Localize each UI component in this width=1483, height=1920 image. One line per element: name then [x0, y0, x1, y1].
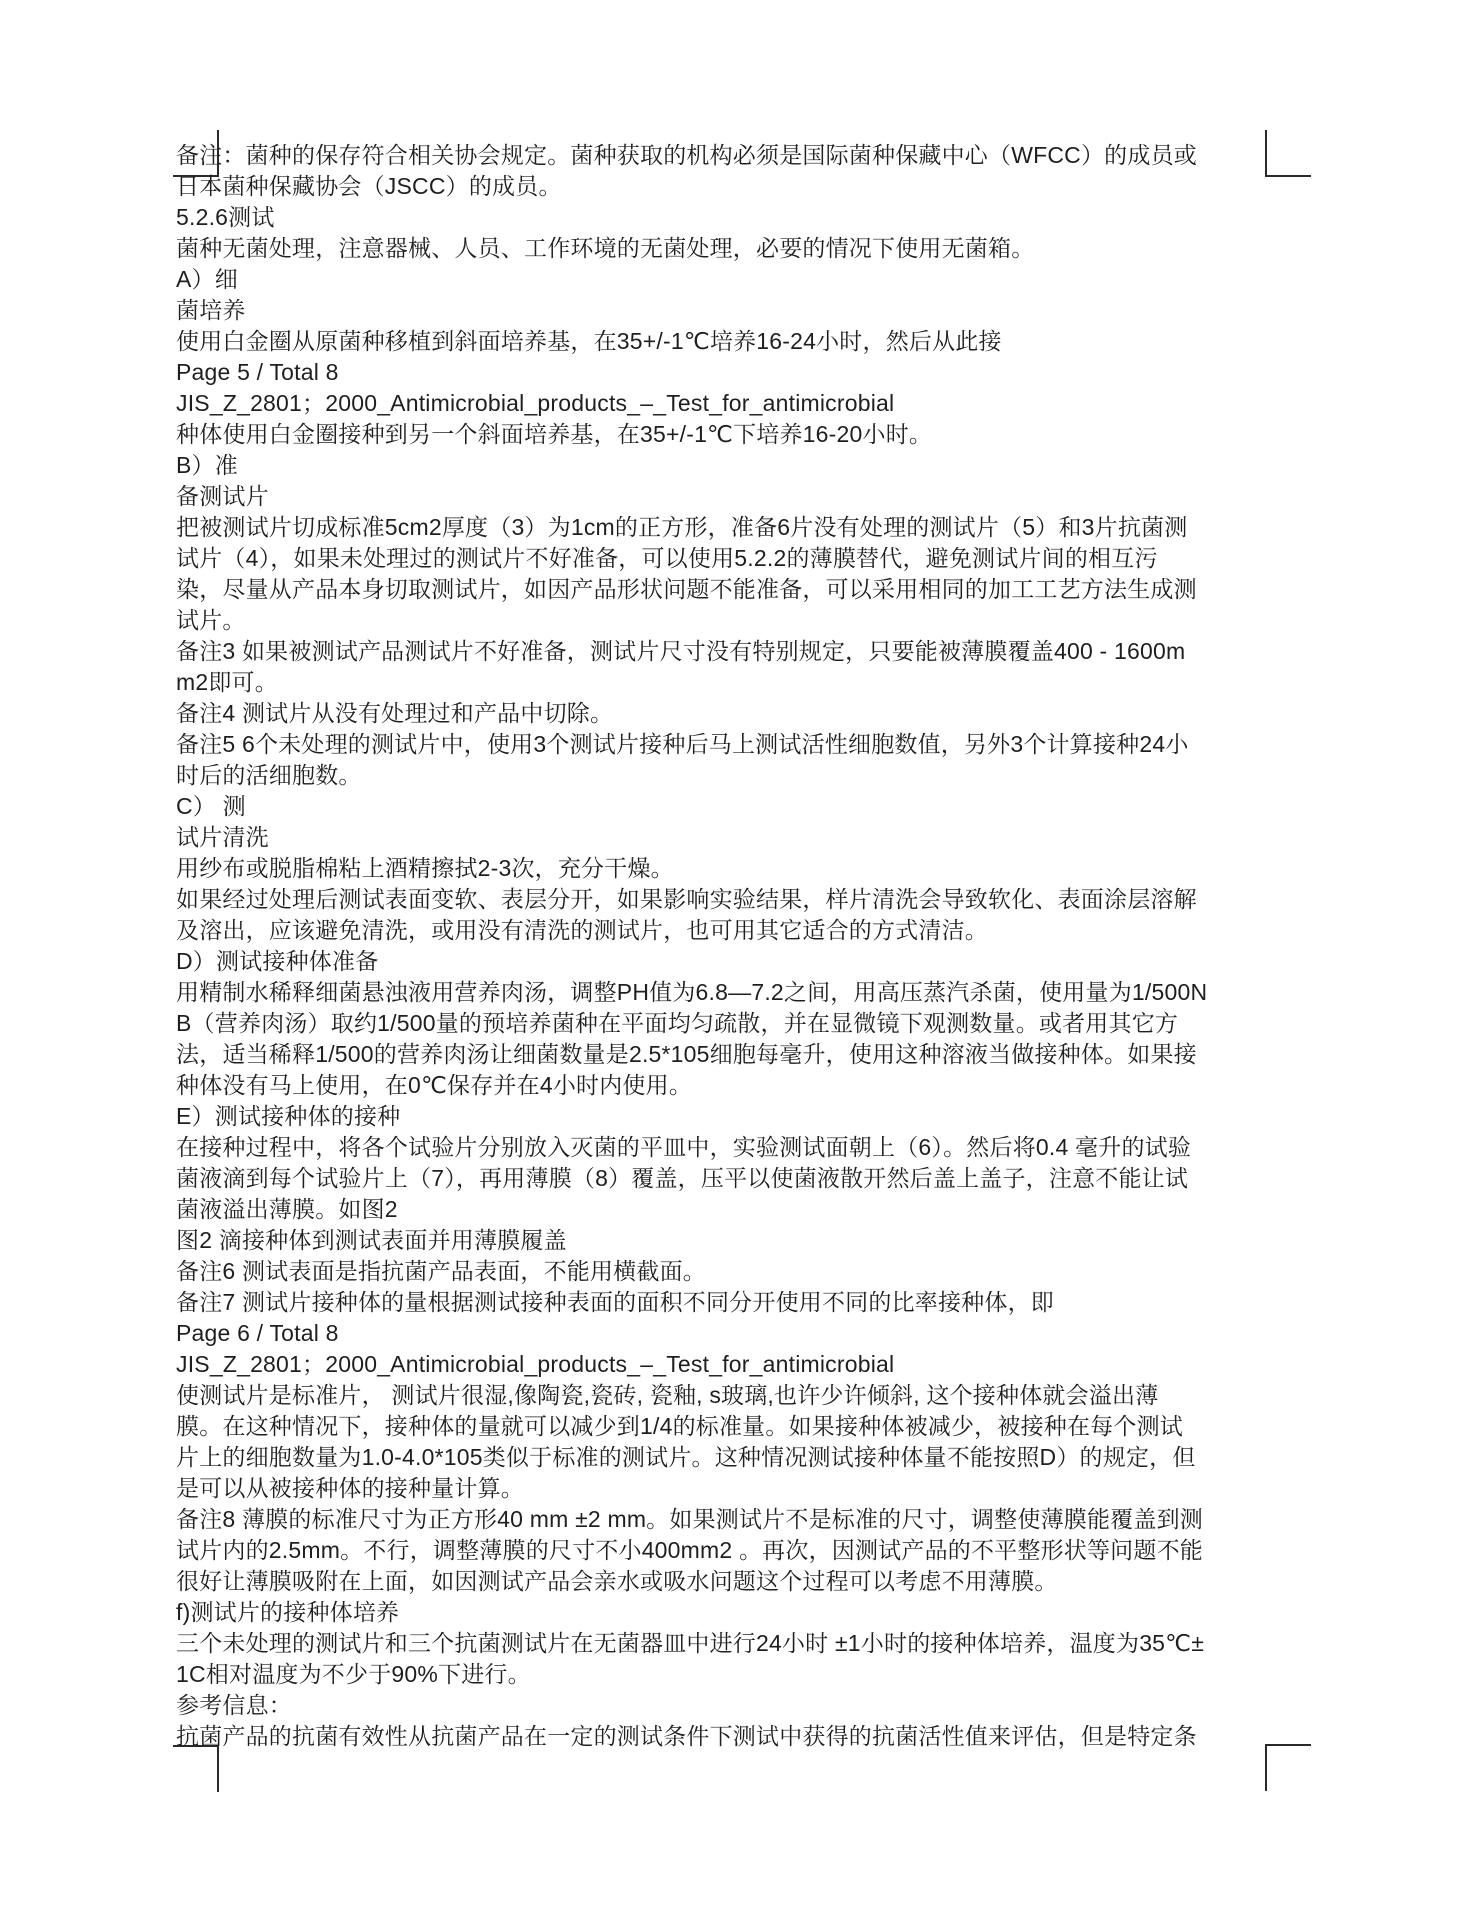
text-line: 膜。在这种情况下，接种体的量就可以减少到1/4的标准量。如果接种体被减少，被接种在每个测试: [176, 1413, 1183, 1439]
text-line: 1C相对温度为不少于90%下进行。: [176, 1661, 531, 1687]
text-line: Page 5 / Total 8: [176, 359, 339, 385]
text-line: 种体没有马上使用，在0℃保存并在4小时内使用。: [176, 1072, 693, 1098]
text-line: 菌液滴到每个试验片上（7），再用薄膜（8）覆盖，压平以使菌液散开然后盖上盖子，注意不能让试: [176, 1165, 1189, 1191]
text-line: 使测试片是标准片， 测试片很湿,像陶瓷,瓷砖, 瓷釉, s玻璃,也许少许倾斜, 这个接种体就会溢出薄: [176, 1382, 1159, 1408]
text-line: 使用白金圈从原菌种移植到斜面培养基，在35+/-1℃培养16-24小时，然后从此接: [176, 328, 1002, 354]
text-line: 及溶出，应该避免清洗，或用没有清洗的测试片，也可用其它适合的方式清洁。: [176, 917, 988, 943]
text-line: 种体使用白金圈接种到另一个斜面培养基，在35+/-1℃下培养16-20小时。: [176, 421, 933, 447]
text-line: A）细: [176, 266, 238, 292]
text-line: 参考信息：: [176, 1692, 292, 1718]
text-line: 是可以从被接种体的接种量计算。: [176, 1475, 524, 1501]
text-line: E）测试接种体的接种: [176, 1103, 401, 1129]
text-line: 菌种无菌处理，注意器械、人员、工作环境的无菌处理，必要的情况下使用无菌箱。: [176, 235, 1035, 261]
text-line: 备注8 薄膜的标准尺寸为正方形40 mm ±2 mm。如果测试片不是标准的尺寸，调整使薄膜能覆盖到测: [176, 1506, 1203, 1532]
text-line: 用纱布或脱脂棉粘上酒精擦拭2-3次，充分干燥。: [176, 855, 674, 881]
text-line: 很好让薄膜吸附在上面，如因测试产品会亲水或吸水问题这个过程可以考虑不用薄膜。: [176, 1568, 1058, 1594]
text-line: C） 测: [176, 793, 246, 819]
text-line: 如果经过处理后测试表面变软、表层分开，如果影响实验结果，样片清洗会导致软化、表面涂层溶解: [176, 886, 1197, 912]
text-line: 用精制水稀释细菌悬浊液用营养肉汤，调整PH值为6.8—7.2之间，用高压蒸汽杀菌，使用量为1/500N: [176, 979, 1208, 1005]
text-line: 备注6 测试表面是指抗菌产品表面，不能用横截面。: [176, 1258, 706, 1284]
text-line: 试片。: [176, 607, 246, 633]
text-line: B）准: [176, 452, 238, 478]
text-line: 法，适当稀释1/500的营养肉汤让细菌数量是2.5*105细胞每毫升，使用这种溶液当做接种体。如果接: [176, 1041, 1197, 1067]
text-line: 备注7 测试片接种体的量根据测试接种表面的面积不同分开使用不同的比率接种体，即: [176, 1289, 1054, 1315]
text-line: JIS_Z_2801；2000_Antimicrobial_products_–_Test_for_antimicrobial: [176, 1351, 895, 1377]
text-line: 备注4 测试片从没有处理过和产品中切除。: [176, 700, 614, 726]
text-line: 备注5 6个未处理的测试片中，使用3个测试片接种后马上测试活性细胞数值，另外3个计算接种24小: [176, 731, 1189, 757]
text-line: D）测试接种体准备: [176, 948, 379, 974]
text-line: 5.2.6测试: [176, 204, 275, 230]
text-line: f)测试片的接种体培养: [176, 1599, 400, 1625]
crop-mark-bottom-left: [173, 1745, 219, 1792]
document-text-block: [176, 140, 1326, 1752]
text-line: 备测试片: [176, 483, 269, 509]
text-line: 时后的活细胞数。: [176, 762, 362, 788]
text-line: 备注3 如果被测试产品测试片不好准备，测试片尺寸没有特别规定，只要能被薄膜覆盖400 - 1600m: [176, 638, 1186, 664]
text-line: Page 6 / Total 8: [176, 1320, 339, 1346]
text-line: m2即可。: [176, 669, 278, 695]
text-line: 菌液溢出薄膜。如图2: [176, 1196, 398, 1222]
text-line: B（营养肉汤）取约1/500量的预培养菌种在平面均匀疏散，并在显微镜下观测数量。或者用其它方: [176, 1010, 1179, 1036]
text-line: 三个未处理的测试片和三个抗菌测试片在无菌器皿中进行24小时 ±1小时的接种体培养，温度为35℃±: [176, 1630, 1205, 1656]
text-line: 试片内的2.5mm。不行，调整薄膜的尺寸不小400mm2 。再次，因测试产品的不平整形状等问题不能: [176, 1537, 1203, 1563]
text-line: 日本菌种保藏协会（JSCC）的成员。: [176, 173, 562, 199]
text-line: 片上的细胞数量为1.0-4.0*105类似于标准的测试片。这种情况测试接种体量不能按照D）的规定，但: [176, 1444, 1196, 1470]
text-line: 菌培养: [176, 297, 246, 323]
text-line: 在接种过程中，将各个试验片分别放入灭菌的平皿中，实验测试面朝上（6）。然后将0.4 毫升的试验: [176, 1134, 1192, 1160]
text-line: JIS_Z_2801；2000_Antimicrobial_products_–_Test_for_antimicrobial: [176, 390, 895, 416]
text-line: 试片（4），如果未处理过的测试片不好准备，可以使用5.2.2的薄膜替代，避免测试片间的相互污: [176, 545, 1158, 571]
text-line: 把被测试片切成标准5cm2厚度（3）为1cm的正方形，准备6片没有处理的测试片（5）和3片抗菌测: [176, 514, 1188, 540]
text-line: 图2 滴接种体到测试表面并用薄膜履盖: [176, 1227, 567, 1253]
text-line: 试片清洗: [176, 824, 269, 850]
text-line: 染，尽量从产品本身切取测试片，如因产品形状问题不能准备，可以采用相同的加工工艺方法生成测: [176, 576, 1197, 602]
text-line: 抗菌产品的抗菌有效性从抗菌产品在一定的测试条件下测试中获得的抗菌活性值来评估，但是特定条: [176, 1723, 1197, 1749]
text-line: 备注：菌种的保存符合相关协会规定。菌种获取的机构必须是国际菌种保藏中心（WFCC）的成员或: [176, 142, 1197, 168]
